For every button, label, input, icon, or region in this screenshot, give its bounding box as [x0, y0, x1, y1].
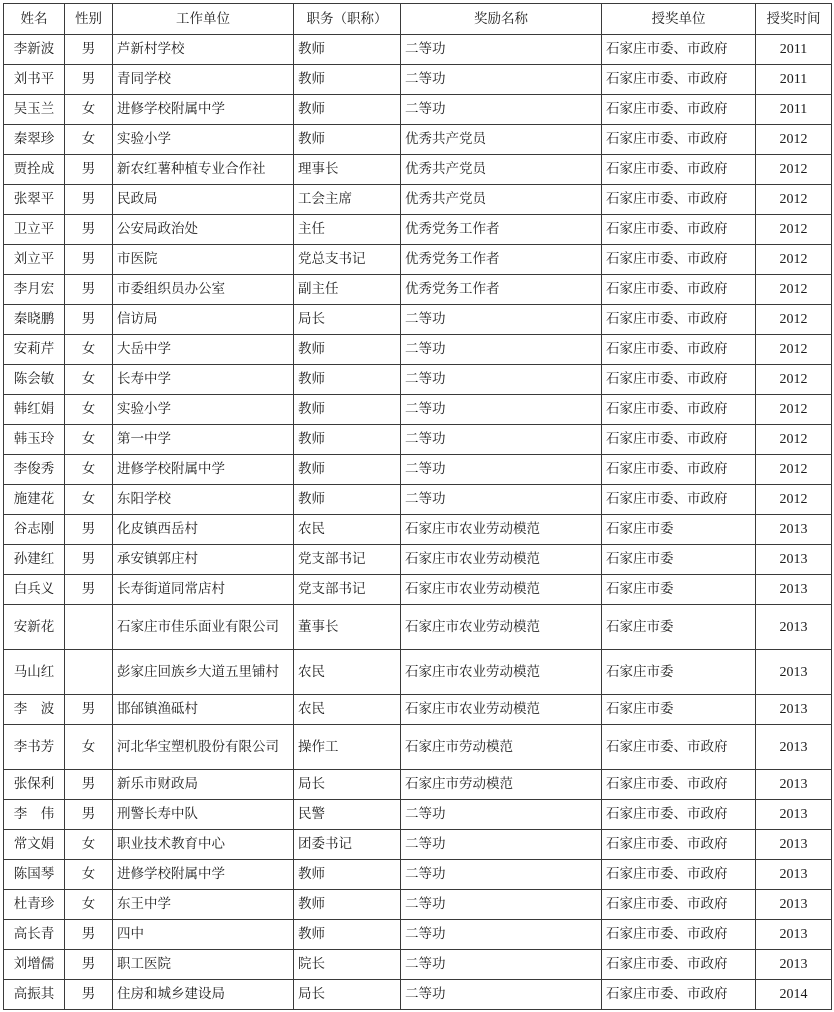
cell-unit: 邯邰镇渔砥村: [113, 695, 294, 725]
cell-gender: 男: [65, 515, 113, 545]
cell-award: 二等功: [401, 35, 602, 65]
cell-award: 优秀党务工作者: [401, 245, 602, 275]
cell-issuer: 石家庄市委、市政府: [602, 335, 756, 365]
table-row: [4, 605, 832, 650]
cell-gender: 男: [65, 35, 113, 65]
cell-position: 教师: [294, 485, 401, 515]
cell-award: 石家庄市农业劳动模范: [401, 650, 602, 695]
cell-gender: 女: [65, 365, 113, 395]
cell-unit: 新乐市财政局: [113, 770, 294, 800]
cell-name: 贾拴成: [4, 155, 65, 185]
cell-year: 2013: [756, 770, 832, 800]
cell-position: 教师: [294, 365, 401, 395]
table-row: [4, 980, 832, 1010]
cell-name: 吴玉兰: [4, 95, 65, 125]
cell-year: 2013: [756, 860, 832, 890]
cell-unit: 大岳中学: [113, 335, 294, 365]
cell-year: 2012: [756, 185, 832, 215]
cell-position: 党支部书记: [294, 575, 401, 605]
cell-year: 2013: [756, 890, 832, 920]
cell-year: 2013: [756, 725, 832, 770]
cell-position: 教师: [294, 860, 401, 890]
cell-unit: 市医院: [113, 245, 294, 275]
table-row: [4, 860, 832, 890]
cell-name: 白兵义: [4, 575, 65, 605]
table-row: [4, 770, 832, 800]
cell-name: 韩玉玲: [4, 425, 65, 455]
cell-issuer: 石家庄市委、市政府: [602, 215, 756, 245]
cell-gender: 男: [65, 770, 113, 800]
cell-year: 2012: [756, 365, 832, 395]
cell-name: 陈会敏: [4, 365, 65, 395]
cell-unit: 民政局: [113, 185, 294, 215]
cell-gender: 女: [65, 425, 113, 455]
cell-position: 教师: [294, 920, 401, 950]
cell-position: 农民: [294, 650, 401, 695]
cell-award: 二等功: [401, 425, 602, 455]
cell-name: 刘立平: [4, 245, 65, 275]
cell-year: 2013: [756, 545, 832, 575]
cell-issuer: 石家庄市委: [602, 575, 756, 605]
cell-name: 常文娟: [4, 830, 65, 860]
cell-year: 2013: [756, 920, 832, 950]
table-row: [4, 950, 832, 980]
header-unit: 工作单位: [113, 4, 294, 35]
cell-issuer: 石家庄市委、市政府: [602, 305, 756, 335]
cell-position: 教师: [294, 35, 401, 65]
cell-issuer: 石家庄市委、市政府: [602, 365, 756, 395]
cell-unit: 实验小学: [113, 395, 294, 425]
cell-unit: 东王中学: [113, 890, 294, 920]
cell-award: 二等功: [401, 455, 602, 485]
cell-gender: 女: [65, 455, 113, 485]
cell-name: 安莉芹: [4, 335, 65, 365]
cell-gender: 男: [65, 695, 113, 725]
cell-unit: 化皮镇西岳村: [113, 515, 294, 545]
cell-award: 优秀党务工作者: [401, 215, 602, 245]
cell-position: 教师: [294, 395, 401, 425]
cell-position: 工会主席: [294, 185, 401, 215]
cell-unit: 承安镇郭庄村: [113, 545, 294, 575]
table-row: [4, 920, 832, 950]
cell-award: 二等功: [401, 365, 602, 395]
cell-year: 2013: [756, 605, 832, 650]
table-row: [4, 275, 832, 305]
cell-name: 韩红娟: [4, 395, 65, 425]
cell-name: 卫立平: [4, 215, 65, 245]
table-row: [4, 830, 832, 860]
cell-gender: 男: [65, 545, 113, 575]
cell-unit: 长寿中学: [113, 365, 294, 395]
cell-gender: 男: [65, 65, 113, 95]
cell-award: 二等功: [401, 95, 602, 125]
table-row: [4, 650, 832, 695]
cell-name: 施建花: [4, 485, 65, 515]
cell-position: 党总支书记: [294, 245, 401, 275]
cell-issuer: 石家庄市委、市政府: [602, 485, 756, 515]
cell-unit: 信访局: [113, 305, 294, 335]
cell-gender: 女: [65, 395, 113, 425]
cell-award: 优秀共产党员: [401, 155, 602, 185]
table-body: [4, 35, 832, 1010]
cell-unit: 进修学校附属中学: [113, 860, 294, 890]
cell-issuer: 石家庄市委、市政府: [602, 395, 756, 425]
cell-position: 教师: [294, 125, 401, 155]
cell-award: 优秀共产党员: [401, 125, 602, 155]
cell-name: 马山红: [4, 650, 65, 695]
header-gender: 性别: [65, 4, 113, 35]
cell-name: 李月宏: [4, 275, 65, 305]
cell-position: 理事长: [294, 155, 401, 185]
cell-award: 优秀共产党员: [401, 185, 602, 215]
cell-name: 秦翠珍: [4, 125, 65, 155]
cell-issuer: 石家庄市委、市政府: [602, 800, 756, 830]
cell-position: 教师: [294, 95, 401, 125]
cell-award: 二等功: [401, 830, 602, 860]
cell-year: 2013: [756, 950, 832, 980]
cell-unit: 河北华宝塑机股份有限公司: [113, 725, 294, 770]
cell-gender: [65, 650, 113, 695]
cell-name: 李俊秀: [4, 455, 65, 485]
cell-name: 李 波: [4, 695, 65, 725]
awards-table: [3, 3, 832, 1010]
cell-year: 2012: [756, 425, 832, 455]
cell-issuer: 石家庄市委、市政府: [602, 770, 756, 800]
cell-gender: 男: [65, 575, 113, 605]
cell-year: 2011: [756, 95, 832, 125]
cell-year: 2013: [756, 575, 832, 605]
cell-award: 二等功: [401, 920, 602, 950]
cell-gender: 男: [65, 950, 113, 980]
cell-position: 党支部书记: [294, 545, 401, 575]
cell-unit: 实验小学: [113, 125, 294, 155]
header-position: 职务（职称）: [294, 4, 401, 35]
table-row: [4, 425, 832, 455]
cell-issuer: 石家庄市委、市政府: [602, 425, 756, 455]
cell-issuer: 石家庄市委、市政府: [602, 275, 756, 305]
cell-issuer: 石家庄市委、市政府: [602, 125, 756, 155]
cell-name: 陈国琴: [4, 860, 65, 890]
cell-issuer: 石家庄市委、市政府: [602, 980, 756, 1010]
cell-year: 2012: [756, 215, 832, 245]
cell-award: 石家庄市农业劳动模范: [401, 515, 602, 545]
cell-position: 副主任: [294, 275, 401, 305]
cell-award: 二等功: [401, 305, 602, 335]
cell-issuer: 石家庄市委、市政府: [602, 725, 756, 770]
cell-unit: 石家庄市佳乐面业有限公司: [113, 605, 294, 650]
cell-issuer: 石家庄市委、市政府: [602, 155, 756, 185]
cell-year: 2013: [756, 515, 832, 545]
cell-award: 二等功: [401, 890, 602, 920]
table-row: [4, 485, 832, 515]
cell-unit: 青同学校: [113, 65, 294, 95]
cell-position: 局长: [294, 980, 401, 1010]
cell-issuer: 石家庄市委、市政府: [602, 830, 756, 860]
cell-year: 2012: [756, 125, 832, 155]
table-row: [4, 890, 832, 920]
cell-year: 2012: [756, 155, 832, 185]
cell-name: 高振其: [4, 980, 65, 1010]
cell-gender: 男: [65, 215, 113, 245]
cell-issuer: 石家庄市委、市政府: [602, 65, 756, 95]
cell-name: 张保利: [4, 770, 65, 800]
cell-name: 谷志刚: [4, 515, 65, 545]
cell-unit: 东阳学校: [113, 485, 294, 515]
table-row: [4, 65, 832, 95]
cell-position: 教师: [294, 425, 401, 455]
cell-award: 优秀党务工作者: [401, 275, 602, 305]
cell-unit: 芦新村学校: [113, 35, 294, 65]
cell-name: 秦晓鹏: [4, 305, 65, 335]
cell-award: 石家庄市农业劳动模范: [401, 695, 602, 725]
cell-award: 二等功: [401, 335, 602, 365]
cell-unit: 四中: [113, 920, 294, 950]
cell-year: 2013: [756, 830, 832, 860]
cell-gender: 女: [65, 95, 113, 125]
cell-issuer: 石家庄市委、市政府: [602, 950, 756, 980]
table-row: [4, 515, 832, 545]
table-header-row: [4, 4, 832, 35]
cell-year: 2012: [756, 335, 832, 365]
cell-award: 二等功: [401, 980, 602, 1010]
cell-award: 石家庄市劳动模范: [401, 725, 602, 770]
table-row: [4, 455, 832, 485]
cell-issuer: 石家庄市委: [602, 605, 756, 650]
cell-unit: 职业技术教育中心: [113, 830, 294, 860]
cell-unit: 长寿街道同常店村: [113, 575, 294, 605]
table-row: [4, 245, 832, 275]
cell-gender: 男: [65, 155, 113, 185]
cell-issuer: 石家庄市委、市政府: [602, 890, 756, 920]
cell-issuer: 石家庄市委: [602, 515, 756, 545]
cell-year: 2013: [756, 650, 832, 695]
cell-unit: 市委组织员办公室: [113, 275, 294, 305]
cell-name: 刘增儒: [4, 950, 65, 980]
cell-position: 农民: [294, 695, 401, 725]
cell-year: 2012: [756, 455, 832, 485]
cell-position: 团委书记: [294, 830, 401, 860]
cell-position: 教师: [294, 65, 401, 95]
cell-gender: 女: [65, 830, 113, 860]
cell-year: 2013: [756, 695, 832, 725]
cell-unit: 彭家庄回族乡大道五里铺村: [113, 650, 294, 695]
table-row: [4, 35, 832, 65]
cell-issuer: 石家庄市委、市政府: [602, 95, 756, 125]
cell-name: 孙建红: [4, 545, 65, 575]
cell-award: 二等功: [401, 860, 602, 890]
table-row: [4, 545, 832, 575]
cell-name: 杜青珍: [4, 890, 65, 920]
table-row: [4, 215, 832, 245]
cell-gender: 女: [65, 335, 113, 365]
cell-award: 石家庄市农业劳动模范: [401, 605, 602, 650]
cell-gender: 女: [65, 860, 113, 890]
table-row: [4, 305, 832, 335]
cell-position: 农民: [294, 515, 401, 545]
cell-name: 张翠平: [4, 185, 65, 215]
cell-gender: 女: [65, 890, 113, 920]
cell-issuer: 石家庄市委、市政府: [602, 185, 756, 215]
cell-year: 2012: [756, 485, 832, 515]
cell-gender: 女: [65, 485, 113, 515]
cell-position: 操作工: [294, 725, 401, 770]
cell-gender: 男: [65, 800, 113, 830]
cell-award: 二等功: [401, 950, 602, 980]
table-row: [4, 575, 832, 605]
cell-year: 2011: [756, 35, 832, 65]
table-row: [4, 185, 832, 215]
cell-issuer: 石家庄市委: [602, 545, 756, 575]
cell-position: 教师: [294, 890, 401, 920]
cell-award: 二等功: [401, 65, 602, 95]
cell-unit: 住房和城乡建设局: [113, 980, 294, 1010]
cell-issuer: 石家庄市委、市政府: [602, 455, 756, 485]
cell-name: 李书芳: [4, 725, 65, 770]
cell-award: 二等功: [401, 395, 602, 425]
table-row: [4, 125, 832, 155]
cell-gender: 女: [65, 725, 113, 770]
header-year: 授奖时间: [756, 4, 832, 35]
cell-award: 二等功: [401, 485, 602, 515]
cell-unit: 公安局政治处: [113, 215, 294, 245]
cell-issuer: 石家庄市委、市政府: [602, 245, 756, 275]
cell-position: 教师: [294, 335, 401, 365]
cell-year: 2012: [756, 245, 832, 275]
cell-position: 局长: [294, 305, 401, 335]
table-row: [4, 365, 832, 395]
cell-award: 石家庄市农业劳动模范: [401, 575, 602, 605]
cell-issuer: 石家庄市委: [602, 650, 756, 695]
cell-name: 李 伟: [4, 800, 65, 830]
cell-gender: 男: [65, 275, 113, 305]
cell-unit: 进修学校附属中学: [113, 455, 294, 485]
cell-award: 石家庄市农业劳动模范: [401, 545, 602, 575]
table-row: [4, 155, 832, 185]
cell-name: 刘书平: [4, 65, 65, 95]
cell-unit: 刑警长寿中队: [113, 800, 294, 830]
cell-unit: 职工医院: [113, 950, 294, 980]
cell-issuer: 石家庄市委、市政府: [602, 920, 756, 950]
cell-gender: 男: [65, 305, 113, 335]
header-issuer: 授奖单位: [602, 4, 756, 35]
cell-unit: 进修学校附属中学: [113, 95, 294, 125]
cell-gender: 男: [65, 920, 113, 950]
cell-position: 民警: [294, 800, 401, 830]
cell-position: 主任: [294, 215, 401, 245]
cell-award: 石家庄市劳动模范: [401, 770, 602, 800]
cell-name: 安新花: [4, 605, 65, 650]
cell-unit: 新农红薯种植专业合作社: [113, 155, 294, 185]
table-row: [4, 725, 832, 770]
cell-year: 2012: [756, 305, 832, 335]
cell-unit: 第一中学: [113, 425, 294, 455]
cell-issuer: 石家庄市委、市政府: [602, 35, 756, 65]
cell-award: 二等功: [401, 800, 602, 830]
header-name: 姓名: [4, 4, 65, 35]
cell-gender: 男: [65, 185, 113, 215]
cell-issuer: 石家庄市委、市政府: [602, 860, 756, 890]
table-row: [4, 695, 832, 725]
cell-name: 李新波: [4, 35, 65, 65]
cell-year: 2012: [756, 275, 832, 305]
cell-year: 2014: [756, 980, 832, 1010]
cell-gender: 男: [65, 980, 113, 1010]
cell-position: 局长: [294, 770, 401, 800]
cell-year: 2011: [756, 65, 832, 95]
table-row: [4, 800, 832, 830]
header-award: 奖励名称: [401, 4, 602, 35]
cell-position: 董事长: [294, 605, 401, 650]
cell-gender: 女: [65, 125, 113, 155]
cell-issuer: 石家庄市委: [602, 695, 756, 725]
cell-year: 2013: [756, 800, 832, 830]
cell-year: 2012: [756, 395, 832, 425]
table-row: [4, 335, 832, 365]
cell-position: 教师: [294, 455, 401, 485]
cell-position: 院长: [294, 950, 401, 980]
cell-name: 高长青: [4, 920, 65, 950]
table-row: [4, 395, 832, 425]
cell-gender: [65, 605, 113, 650]
cell-gender: 男: [65, 245, 113, 275]
table-row: [4, 95, 832, 125]
